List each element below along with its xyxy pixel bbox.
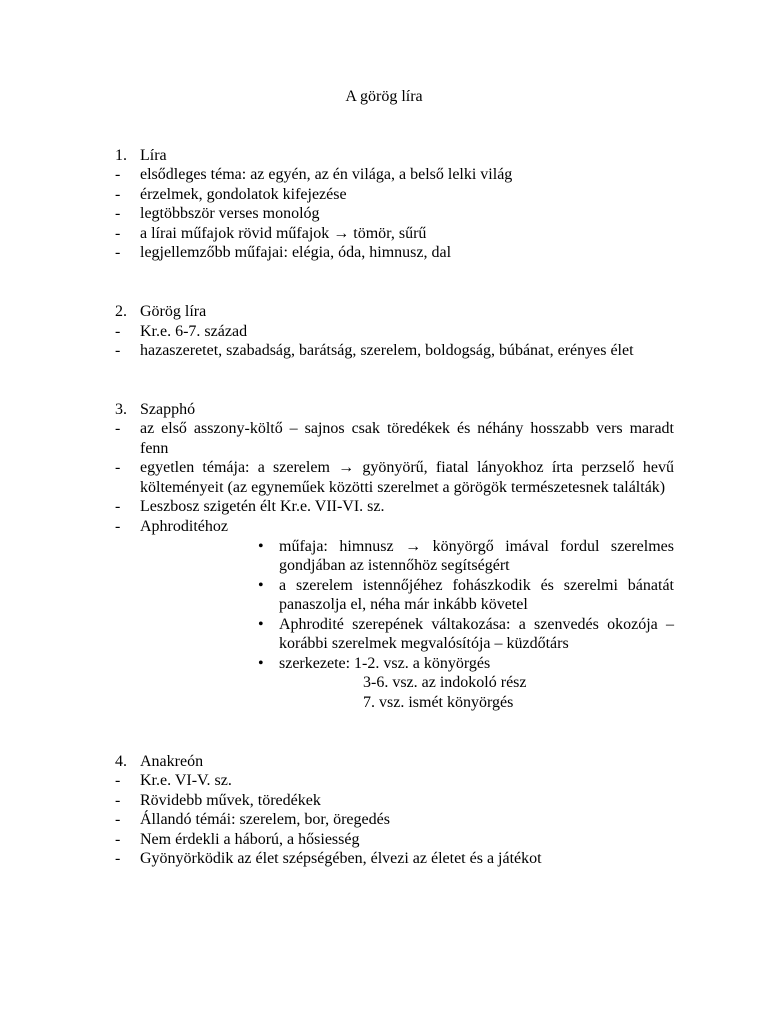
bullet-item: [258, 615, 674, 654]
list-item-text: a lírai műfajok rövid műfajok → tömör, sűrű: [140, 224, 427, 242]
section-heading-row: [115, 752, 674, 772]
list-item: [115, 341, 674, 361]
list-item: [115, 419, 674, 458]
list-item: [115, 517, 674, 537]
bullet-continuation-line: 7. vsz. ismét könyörgés: [363, 693, 514, 711]
section-number: 4.: [115, 752, 127, 770]
dash-marker: -: [115, 830, 121, 848]
section-gorog-lira: [115, 302, 674, 361]
list-item: [115, 830, 674, 850]
dash-marker: -: [115, 205, 121, 223]
bullet-item-text: szerkezete: 1-2. vsz. a könyörgés: [279, 654, 491, 672]
list-item-text: legjellemzőbb műfajai: elégia, óda, himnusz, dal: [140, 244, 452, 262]
section-number: 3.: [115, 400, 127, 418]
dash-marker: -: [115, 224, 121, 242]
section-number: 2.: [115, 303, 127, 321]
list-item: [115, 849, 674, 869]
list-item: [115, 243, 674, 263]
bullet-marker: •: [258, 615, 264, 633]
list-item-text: érzelmek, gondolatok kifejezése: [140, 185, 347, 203]
list-item: [115, 165, 674, 185]
bullet-item: [258, 537, 674, 576]
list-item-text: legtöbbször verses monológ: [140, 205, 320, 223]
bullet-marker: •: [258, 654, 264, 672]
list-item-text: hazaszeretet, szabadság, barátság, szerelem, boldogság, búbánat, erényes élet: [140, 342, 634, 360]
document-title: A görög líra: [345, 88, 423, 105]
list-item: [115, 204, 674, 224]
list-item: [115, 810, 674, 830]
bullet-marker: •: [258, 537, 264, 555]
list-item: [115, 497, 674, 517]
list-item-text: Gyönyörködik az élet szépségében, élvezi az életet és a játékot: [140, 850, 542, 868]
bullet-item-text: a szerelem istennőjéhez fohászkodik és szerelmi bánatát panaszolja el, néha már inkább követel: [279, 576, 674, 614]
list-item-text: elsődleges téma: az egyén, az én világa, a belső lelki világ: [140, 166, 513, 184]
list-item-text: Kr.e. VI-V. sz.: [140, 772, 232, 790]
section-lira: [115, 146, 674, 263]
section-anakreon: [115, 752, 674, 869]
dash-marker: -: [115, 791, 121, 809]
list-item-text: Aphroditéhoz: [140, 518, 228, 536]
list-item: [115, 322, 674, 342]
bullet-continuation-line: 3-6. vsz. az indokoló rész: [363, 674, 527, 692]
dash-marker: -: [115, 166, 121, 184]
section-szappho: [115, 400, 674, 713]
section-number: 1.: [115, 146, 127, 164]
section-heading: Anakreón: [140, 752, 204, 770]
dash-marker: -: [115, 420, 121, 438]
dash-marker: -: [115, 244, 121, 262]
section-heading: Görög líra: [140, 303, 207, 321]
dash-marker: -: [115, 811, 121, 829]
bullet-item-text: műfaja: himnusz → könyörgő imával fordul szerelmes gondjában az istennőhöz segítségért: [279, 537, 674, 575]
dash-marker: -: [115, 185, 121, 203]
list-item: [115, 224, 674, 244]
bullet-list: [258, 537, 674, 713]
section-heading-row: [115, 400, 674, 420]
list-item-text: Nem érdekli a háború, a hősiesség: [140, 830, 360, 848]
list-item-text: egyetlen témája: a szerelem → gyönyörű, fiatal lányokhoz írta perzselő hevű költeményeit (az egyneműek közötti szerelmet a görögök természetesnek találták): [140, 459, 674, 496]
bullet-item: [258, 576, 674, 615]
dash-marker: -: [115, 498, 121, 516]
list-item-text: Rövidebb művek, töredékek: [140, 791, 321, 809]
section-heading: Szapphó: [140, 400, 196, 418]
dash-marker: -: [115, 342, 121, 360]
dash-marker: -: [115, 459, 121, 477]
bullet-item: [258, 654, 674, 713]
section-heading: Líra: [140, 146, 167, 164]
bullet-item-text: Aphrodité szerepének váltakozása: a szenvedés okozója – korábbi szerelmek megvalósítója – küzdőtárs: [279, 615, 674, 653]
list-item-text: Állandó témái: szerelem, bor, öregedés: [140, 811, 390, 829]
section-heading-row: [115, 146, 674, 166]
list-item: [115, 458, 674, 497]
list-item: [115, 771, 674, 791]
bullet-marker: •: [258, 576, 264, 594]
list-item-text: az első asszony-költő – sajnos csak töredékek és néhány hosszabb vers maradt fenn: [140, 420, 674, 457]
section-heading-row: [115, 302, 674, 322]
list-item: [115, 791, 674, 811]
list-item: [115, 185, 674, 205]
bullet-item-block: [279, 654, 674, 713]
dash-marker: -: [115, 850, 121, 868]
list-item-text: Kr.e. 6-7. század: [140, 322, 248, 340]
dash-marker: -: [115, 772, 121, 790]
dash-marker: -: [115, 322, 121, 340]
list-item-text: Leszbosz szigetén élt Kr.e. VII-VI. sz.: [140, 498, 385, 516]
dash-marker: -: [115, 518, 121, 536]
